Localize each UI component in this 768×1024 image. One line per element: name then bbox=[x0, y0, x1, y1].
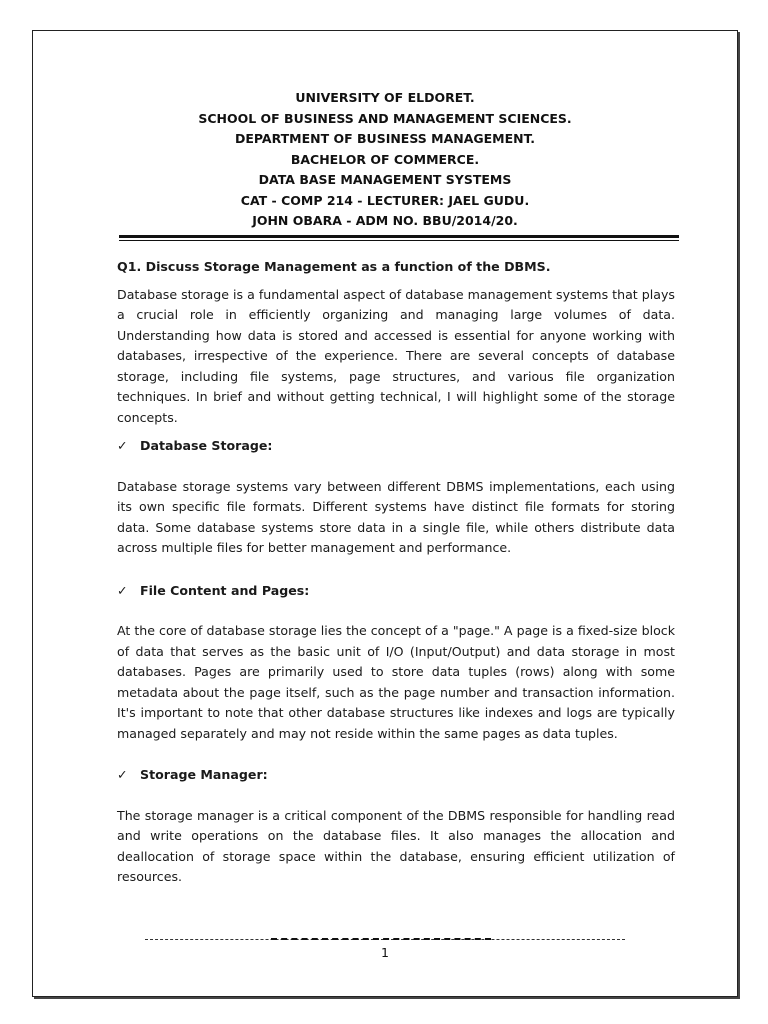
section-heading-label: Storage Manager: bbox=[140, 767, 268, 782]
section-paragraph-file-content: At the core of database storage lies the concept of a "page." A page is a fixed-size block of data that serves as the basic unit of I/O (Input/Output) and data storage in most databases. Pages are primarily used to store data tuples (rows) along with some metadata about the page itself, such as the page number and transaction information. It's important to note that other database structures like indexes and logs are typically managed separately and may not reside within the same pages as data tuples. bbox=[117, 623, 675, 741]
question-heading: Q1. Discuss Storage Management as a function of the DBMS. bbox=[117, 259, 551, 274]
section-heading-file-content bbox=[117, 581, 675, 602]
header-school: SCHOOL OF BUSINESS AND MANAGEMENT SCIENCES. bbox=[198, 110, 572, 126]
section-heading-storage-manager bbox=[117, 765, 675, 786]
header-course: DATA BASE MANAGEMENT SYSTEMS bbox=[258, 172, 512, 187]
checkmark-icon: ✓ bbox=[117, 438, 128, 453]
document-body bbox=[117, 257, 675, 888]
section-paragraph-storage-manager: The storage manager is a critical component of the DBMS responsible for handling read and write operations on the database files. It also manages the allocation and deallocation of storage space within the database, ensuring efficient utilization of resources. bbox=[117, 807, 675, 884]
header-programme: BACHELOR OF COMMERCE. bbox=[290, 151, 480, 167]
intro-paragraph: Database storage is a fundamental aspect of database management systems that plays a crucial role in efficiently organizing and managing large volumes of data. Understanding how data is stored and accessed is essential for anyone working with databases, irrespective of the experience. There are several concepts of database storage, including file systems, page structures, and various file organization techniques. In brief and without getting technical, I will highlight some of the storage concepts. bbox=[117, 286, 675, 425]
page-number: 1 bbox=[381, 945, 389, 960]
page-frame bbox=[32, 30, 738, 997]
section-heading-label: File Content and Pages: bbox=[140, 582, 310, 598]
footer-divider-bold bbox=[271, 938, 491, 940]
header-university: UNIVERSITY OF ELDORET. bbox=[295, 90, 475, 105]
section-paragraph-database-storage: Database storage systems vary between different DBMS implementations, each using its own specific file formats. Different systems have distinct file formats for storing data. Some database systems store data in a single file, while others distribute data across multiple files for better management and performance. bbox=[117, 478, 675, 555]
header-divider-thick bbox=[119, 235, 679, 238]
header-department: DEPARTMENT OF BUSINESS MANAGEMENT. bbox=[234, 131, 536, 146]
section-heading-database-storage bbox=[117, 436, 675, 457]
header-cat-lecturer: CAT - COMP 214 - LECTURER: JAEL GUDU. bbox=[240, 192, 530, 208]
section-heading-label: Database Storage: bbox=[140, 438, 273, 453]
header-divider-thin bbox=[119, 240, 679, 241]
checkmark-icon: ✓ bbox=[117, 767, 128, 782]
header-student: JOHN OBARA - ADM NO. BBU/2014/20. bbox=[252, 213, 518, 228]
document-header bbox=[33, 88, 737, 232]
checkmark-icon: ✓ bbox=[117, 582, 128, 598]
